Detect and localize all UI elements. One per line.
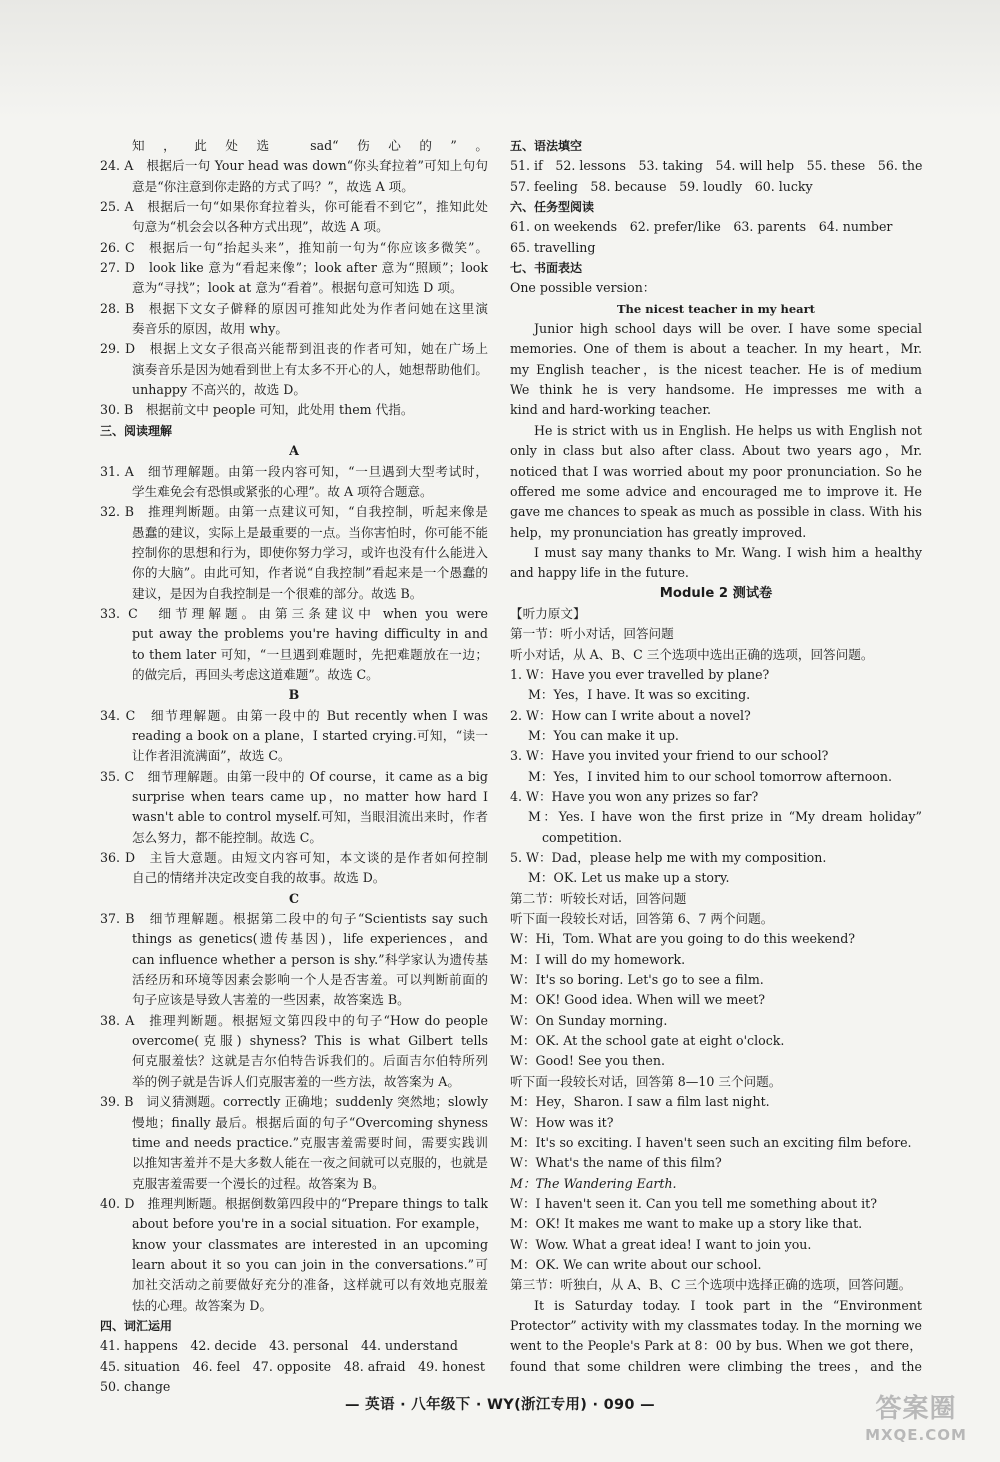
left-column-line: 怎么努力，都不能控制。故选 C。 [132,829,322,845]
right-column-line: found that some children were climbing the trees，and the [510,1358,922,1374]
left-column-line: 建议，是因为自我控制是一个很难的部分。故选 B。 [132,585,423,601]
right-column-line: M：OK! Good idea. When will we meet? [510,992,766,1008]
right-column-line: and happy life in the future. [510,565,689,581]
right-column-line: M：Yes，I invited him to our school tomorrow afternoon. [528,768,892,784]
right-column-line: 57. feeling 58. because 59. loudly 60. lucky [510,178,813,194]
left-column-line: 28. B 根据下文女子僻释的原因可推知此处为作者问她在这里演 [100,300,488,316]
left-column-line: 39. B 词义猜测题。correctly 正确地；suddenly 突然地；slowly [100,1094,488,1110]
left-column-line: time and needs practice.”克服害羞需要时间，需要实践训 [132,1134,488,1150]
left-column-line: 24. A 根据后一句 Your head was down“你头耷拉着”可知上句句 [100,158,488,174]
right-column-line: kind and hard-working teacher. [510,402,711,418]
left-column-line: to them later 可知，“一旦遇到难题时，先把难题放在一边； [132,646,488,662]
right-column-line: 第一节：听小对话，回答问题 [510,626,674,642]
right-column-line: It is Saturday today. I took part in the “Environment [534,1297,922,1313]
left-column-line: 知，此处选 sad“伤心的”。 [132,138,488,153]
left-column-line: 四、词汇运用 [100,1318,173,1333]
right-column-line: 4. W：Have you won any prizes so far? [510,789,759,804]
right-column-line: Junior high school days will be over. I have some special [534,321,922,337]
right-column-line: W：How was it? [510,1114,614,1130]
right-column-line: Module 2 测试卷 [659,585,773,601]
right-column-line: W：What's the name of this film? [510,1155,722,1171]
right-column-line: 51. if 52. lessons 53. taking 54. will help 55. these 56. the [510,158,922,174]
left-column-line: 活经历和环境等因素会影响一个人是否害羞。可以判断前面的 [132,972,488,988]
right-column-line: only in class but also after class. About two years ago，Mr. [510,443,922,459]
watermark-logo [852,1392,980,1450]
right-column-line: 3. W：Have you invited your friend to our school? [510,748,829,764]
right-column-line: M：Hey，Sharon. I saw a film last night. [510,1094,770,1110]
left-column-line: 自己的情绪并决定改变自我的故事。故选 D。 [132,870,386,886]
left-column-line: 50. change [100,1378,171,1394]
left-column-line: know your classmates are interested in an upcoming [132,1236,488,1252]
left-column-line: about before you're in a social situation. For example， [132,1216,488,1232]
left-column-line: 37. B 细节理解题。根据第二段中的句子“Scientists say such [100,911,488,927]
left-column-line: can influence whether a person is shy.”科学家认为遗传基 [132,951,488,967]
right-column [510,136,922,1377]
left-column-line: 句子应该是导致人害羞的一些因素，故答案选 B。 [132,992,410,1008]
right-column-line: I must say many thanks to Mr. Wang. I wish him a healthy [534,544,922,560]
right-column-line: offered me some advice and encouraged me to improve it. He [510,483,922,499]
left-column-line: 演奏音乐是因为她看到世上有太多不开心的人，她想帮助他们。 [132,361,488,377]
left-column-line: 何克服羞怯？这就是吉尔伯特告诉我们的。后面吉尔伯特所列 [132,1053,488,1069]
right-column-line: We think he is very handsome. He impresses me with a [510,382,922,398]
left-column [100,136,488,1397]
right-column-line: W：On Sunday morning. [510,1012,668,1028]
right-column-line: W：Wow. What a great idea! I want to join you. [510,1236,812,1252]
left-column-line: 句意为“机会会以各种方式出现”，故选 A 项。 [132,219,389,235]
left-column-line: 31. A 细节理解题。由第一段内容可知，“一旦遇到大型考试时， [100,463,488,479]
left-column-line: 慢地；finally 最后。根据后面的句子“Overcoming shyness [132,1114,488,1130]
right-column-line: M：The Wandering Earth. [510,1175,677,1191]
left-column-line: 以推知害羞并不是大多数人能在一夜之间就可以克服的，也就是 [132,1155,488,1171]
left-column-line: 你的大脑”。由此可知，作者说“自我控制”看起来是一个愚蠢的 [132,565,488,581]
left-column-line: put away the problems you're having difficulty in and [132,626,488,642]
right-column-line: 第三节：听独白，从 A、B、C 三个选项中选择正确的选项，回答问题。 [510,1277,912,1293]
left-column-line: learn about it so you can join in the conversations.”可 [132,1256,488,1272]
left-column-line: C [288,890,300,906]
right-column-line: Protector” activity with my classmates today. In the morning we [510,1317,922,1333]
right-column-line: 七、书面表达 [510,261,583,276]
right-column-line: M：It's so exciting. I haven't seen such an exciting film before. [510,1134,912,1150]
left-column-line: 29. D 根据上文女子很高兴能帮到沮丧的作者可知，她在广场上 [100,341,488,357]
left-column-line: 三、阅读理解 [100,423,173,438]
right-column-line: W：Hi，Tom. What are you going to do this weekend? [510,931,856,947]
left-column-line: 27. D look like 意为“看起来像”；look after 意为“照顾”；look [100,260,488,276]
left-column-line: 35. C 细节理解题。由第一段中的 Of course，it came as a big [100,768,488,784]
left-column-line: 33. C 细节理解题。由第三条建议中 when you were [100,605,488,621]
left-column-line: 32. B 推理判断题。由第一点建议可知，“自我控制，听起来像是 [100,504,488,520]
right-column-line: M：I will do my homework. [510,951,686,967]
right-column-line: 【听力原文】 [510,605,586,621]
left-column-line: wasn't able to control myself.可知，当眼泪流出来时，作者 [132,809,488,825]
right-column-line: competition. [542,829,622,845]
right-column-line: went to the People's Park at 8：00 by bus. When we got there， [510,1338,922,1354]
left-column-line: 克服害羞需要一个漫长的过程。故答案为 B。 [132,1175,385,1191]
right-column-line: M：OK. Let us make up a story. [528,870,730,886]
left-column-line: A [289,443,299,459]
right-column-line: 第二节：听较长对话，回答问题 [510,890,687,906]
right-column-line: 六、任务型阅读 [510,200,595,215]
right-column-line: 1. W：Have you ever travelled by plane? [510,666,770,682]
right-column-line: 5. W：Dad，please help me with my composition. [510,850,827,866]
left-column-line: 学生难免会有恐惧或紧张的心理”。故 A 项符合题意。 [132,483,433,499]
left-column-line: 控制你的思想和行为，即使你努力学习，或许也没有什么能进入 [132,544,488,560]
left-column-line: overcome(克服) shyness? This is what Gilbert tells [132,1033,488,1049]
right-column-line: my English teacher，is the nicest teacher. He is of medium [510,361,922,377]
right-column-line: M：Yes，I have. It was so exciting. [528,687,751,703]
right-column-line: M：OK. At the school gate at eight o'clock. [510,1033,785,1049]
left-column-line: things as genetics(遗传基因)，life experiences，and [132,931,488,947]
page-footer: — 英语 · 八年级下 · WY(浙江专用) · 090 — [345,1397,655,1413]
right-column-line: W：I haven't seen it. Can you tell me something about it? [510,1195,877,1211]
right-column-line: noticed that I was worried about my poor pronunciation. So he [510,463,922,479]
left-column-line: B [288,687,300,703]
right-column-line: W：It's so boring. Let's go to see a film. [510,972,764,988]
left-column-line: 的做完后，再回头考虑这道难题”。故选 C。 [132,666,379,682]
right-column-line: 听下面一段较长对话，回答第 6、7 两个问题。 [510,911,774,927]
left-column-line: 25. A 根据后一句“如果你耷拉着头，你可能看不到它”，推知此处 [100,199,488,215]
right-column-line: 2. W：How can I write about a novel? [510,707,751,723]
left-column-line: 30. B 根据前文中 people 可知，此处用 them 代指。 [100,402,414,418]
right-column-line: M：OK. We can write about our school. [510,1256,762,1272]
left-column-line: 45. situation 46. feel 47. opposite 48. afraid 49. honest [100,1358,485,1374]
scan-shading [0,0,1000,120]
right-column-line: One possible version： [510,280,656,296]
left-column-line: 36. D 主旨大意题。由短文内容可知，本文谈的是作者如何控制 [100,850,488,866]
left-column-line: 愚蠢的建议，实际上是最重要的一点。当你害怕时，你可能不能 [132,524,488,540]
right-column-line: M：Yes. I have won the first prize in “My dream holiday” [528,809,922,825]
left-column-line: 40. D 推理判断题。根据倒数第四段中的“Prepare things to talk [100,1195,488,1211]
right-column-line: 听下面一段较长对话，回答第 8—10 三个问题。 [510,1073,782,1089]
left-column-line: 奏音乐的原因，故用 why。 [132,321,288,337]
right-column-line: gave me chances to speak as much as possible in class. With his [510,504,922,520]
left-column-line: 26. C 根据后一句“抬起头来”，推知前一句为“你应该多微笑”。 [100,239,488,255]
right-column-line: 听小对话，从 A、B、C 三个选项中选出正确的选项，回答问题。 [510,646,874,662]
right-column-line: 65. travelling [510,239,596,255]
right-column-line: M：OK! It makes me want to make up a story like that. [510,1216,863,1232]
right-column-line: W：Good! See you then. [510,1053,665,1069]
left-column-line: 34. C 细节理解题。由第一段中的 But recently when I was [100,707,488,723]
left-column-line: 举的例子就是告诉人们克服害羞的一些方法，故答案为 A。 [132,1073,460,1089]
left-column-line: 意为“寻找”；look at 意为“看着”。根据句意可知选 D 项。 [132,280,463,296]
right-column-line: He is strict with us in English. He helps us with English not [534,422,922,438]
left-column-line: 加社交活动之前要做好充分的准备，这样就可以有效地克服羞 [132,1277,488,1293]
left-column-line: surprise when tears came up，no matter how hard I [132,789,488,804]
watermark-url-text: MXQE.COM [865,1426,967,1444]
left-column-line: 怯的心理。故答案为 D。 [132,1297,273,1313]
right-column-line: 61. on weekends 62. prefer/like 63. parents 64. number [510,219,893,235]
left-column-line: 意是“你注意到你走路的方式了吗？”，故选 A 项。 [132,178,414,194]
right-column-line: 五、语法填空 [510,139,583,153]
right-column-line: The nicest teacher in my heart [617,301,815,316]
right-column-line: M：You can make it up. [528,727,679,743]
left-column-line: unhappy 不高兴的，故选 D。 [132,382,306,398]
right-column-line: help，my pronunciation has greatly improved. [510,524,807,540]
left-column-line: 41. happens 42. decide 43. personal 44. understand [100,1338,458,1354]
left-column-line: 38. A 推理判断题。根据短文第四段中的句子“How do people [100,1012,488,1028]
left-column-line: 让作者泪流满面”，故选 C。 [132,748,291,764]
watermark-top-text: 答案圈 [875,1394,957,1424]
right-column-line: memories. One of them is about a teacher. In my heart，Mr. [510,341,922,357]
left-column-line: reading a book on a plane，I started crying.可知，“读一 [132,727,488,743]
